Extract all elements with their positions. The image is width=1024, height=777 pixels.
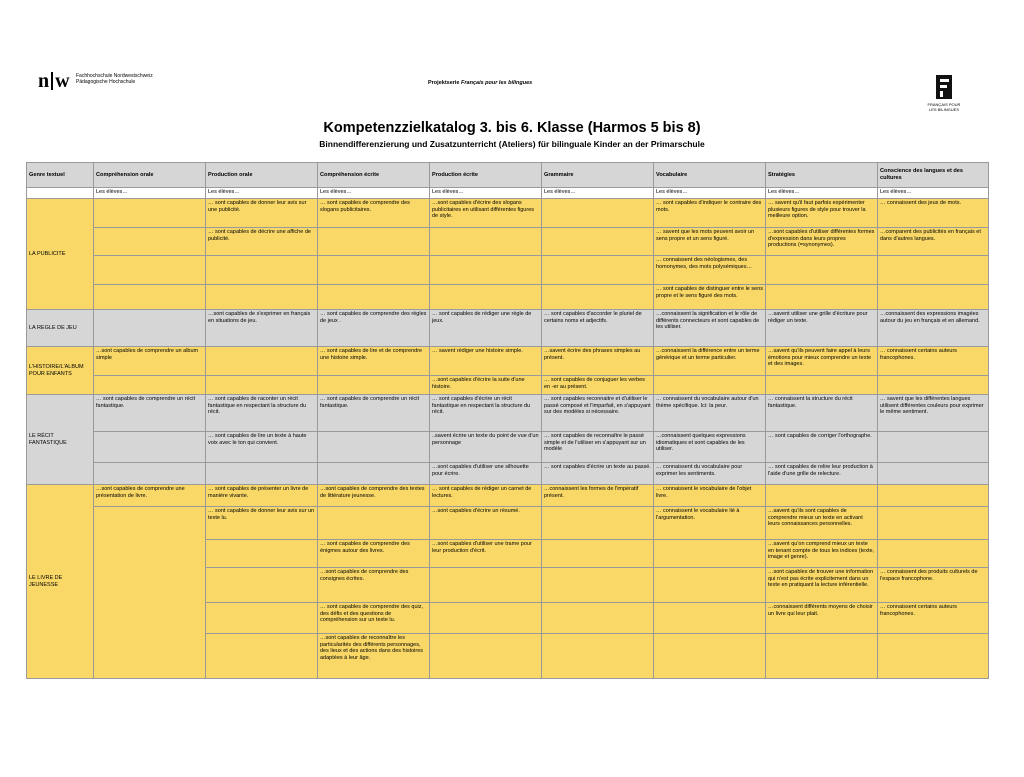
competence-table (26, 162, 989, 679)
table-row (27, 199, 989, 228)
header-cell: Grammaire (542, 163, 654, 188)
table-cell: … sont capables de présenter un livre de manière vivante. (206, 485, 318, 507)
table-cell: … sont capables de raconter un récit fantastique en respectant la structure du récit. (206, 395, 318, 432)
table-cell: …sont capables d'écrire des slogans publicitaires en utilisant différentes figures de style. (430, 199, 542, 228)
table-cell: …connaissent les formes de l'impératif présent. (542, 485, 654, 507)
table-cell: … sont capables de donner leur avis sur une publicité. (206, 199, 318, 228)
header-cell: Compréhension écrite (318, 163, 430, 188)
table-cell: …sont capables de trouver une information qui n'est pas écrite explicitement dans un texte en pratiquant la lecture inférentielle. (766, 568, 878, 603)
table-cell: …sont capables de s'exprimer en français en situations de jeu. (206, 310, 318, 347)
table-cell: Les élèves… (206, 188, 318, 199)
table-cell: … sont capables de distinguer entre le sens propre et le sens figuré des mots. (654, 285, 766, 310)
table-row (27, 376, 989, 395)
header-cell: Production orale (206, 163, 318, 188)
table-cell: … connaissent le vocabulaire de l'objet livre. (654, 485, 766, 507)
header-cell: Stratégies (766, 163, 878, 188)
table-cell: … connaissent du vocabulaire autour d'un thème spécifique. Ici: la peur. (654, 395, 766, 432)
header-cell: Production écrite (430, 163, 542, 188)
table-cell: … sont capables de lire et de comprendre une histoire simple. (318, 347, 430, 376)
table-cell: … connaissent des produits culturels de l'espace francophone. (878, 568, 989, 603)
table-cell: …connaissent des expressions imagées autour du jeu en français et en allemand. (878, 310, 989, 347)
table-cell: …connaissent quelques expressions idiomatiques et sont capables de les utiliser. (654, 432, 766, 463)
table-cell: … sont capables de comprendre un récit fantastique. (94, 395, 206, 432)
genre-histoire: L'HISTOIRE/L'ALBUM POUR ENFANTS (27, 347, 94, 395)
table-cell: Les élèves… (430, 188, 542, 199)
table-cell: …sont capables d'écrire la suite d'une histoire. (430, 376, 542, 395)
table-row (27, 432, 989, 463)
table-cell: … sont capables de rédiger une règle de jeux. (430, 310, 542, 347)
table-cell: …sont capables d'écrire un résumé. (430, 507, 542, 540)
table-row (27, 256, 989, 285)
table-cell: …savent utiliser une grille d'écriture pour rédiger un texte. (766, 310, 878, 347)
table-cell: … connaissent du vocabulaire pour exprimer les sentiments. (654, 463, 766, 485)
table-cell: Les élèves… (318, 188, 430, 199)
table-row (27, 507, 989, 540)
table-cell: …sont capables d'utiliser une trame pour leur production d'écrit. (430, 540, 542, 568)
table-cell: …savent qu'ils sont capables de comprendre mieux un texte en activant leurs connaissances personnelles. (766, 507, 878, 540)
table-cell: … savent rédiger une histoire simple. (430, 347, 542, 376)
table-cell: … savent que les différentes langues utilisent différentes couleurs pour exprimer le même sentiment. (878, 395, 989, 432)
table-cell: … sont capables d'écrire un récit fantastique en respectant la structure du récit. (430, 395, 542, 432)
table-cell: … sont capables de lire un texte à haute voix avec le ton qui convient. (206, 432, 318, 463)
table-cell: Les élèves… (654, 188, 766, 199)
table-row (27, 395, 989, 432)
table-cell: …connaissent la signification et le rôle de différents connecteurs et sont capables de les utiliser. (654, 310, 766, 347)
table-cell: …sont capables d'utiliser différentes formes d'expression dans leurs propres productions (=synonymes). (766, 228, 878, 256)
genre-recit-fantastique: LE RÉCIT FANTASTIQUE (27, 395, 94, 485)
table-row (27, 310, 989, 347)
table-cell: …savent qu'on comprend mieux un texte en tenant compte de tous les indices (texte, image et genre). (766, 540, 878, 568)
table-cell: …sont capables de comprendre des textes de littérature jeunesse. (318, 485, 430, 507)
table-cell: … sont capables de conjuguer les verbes en -er au présent. (542, 376, 654, 395)
table-cell: …sont capables de reconnaître les particularités des différents personnages, des lieux et des actions dans des histoires adaptées à leur âge. (318, 634, 430, 679)
table-cell: … sont capables de comprendre des énigmes autour des livres. (318, 540, 430, 568)
table-row (27, 347, 989, 376)
table-cell: … sont capables de corriger l'orthographe. (766, 432, 878, 463)
table-cell: …sont capables de comprendre des consignes écrites. (318, 568, 430, 603)
table-cell: … sont capables de comprendre des règles de jeux . (318, 310, 430, 347)
table-cell: … sont capables de reconnaître le passé simple et de l'utiliser en s'appuyant sur un modèle (542, 432, 654, 463)
header-cell: Conscience des langues et des cultures (878, 163, 989, 188)
table-cell: … sont capables de relire leur production à l'aide d'une grille de relecture. (766, 463, 878, 485)
table-cell: …connaissent différents moyens de choisir un livre qui leur plait. (766, 603, 878, 634)
table-cell: … sont capables d'écrire un texte au passé. (542, 463, 654, 485)
fhnw-logo: n w (38, 70, 70, 92)
table-cell: Les élèves… (542, 188, 654, 199)
header-cell: Compréhension orale (94, 163, 206, 188)
table-cell: … savent qu'il faut parfois expérimenter plusieurs figures de style pour trouver la meilleure option. (766, 199, 878, 228)
francais-pour-les-bilingues-logo: FRANÇAIS POUR LES BILINGUES (924, 75, 964, 112)
table-cell: Les élèves… (94, 188, 206, 199)
genre-livre-de-jeunesse: LE LIVRE DE JEUNESSE (27, 485, 94, 679)
table-cell: Les élèves… (878, 188, 989, 199)
table-cell: … connaissent des néologismes, des homonymes, des mots polysémiques… (654, 256, 766, 285)
table-cell: … sont capables de comprendre des slogans publicitaires. (318, 199, 430, 228)
table-cell: … sont capables d'indiquer le contraire des mots. (654, 199, 766, 228)
header-cell: Vocabulaire (654, 163, 766, 188)
genre-regle-de-jeu: LA REGLE DE JEU (27, 310, 94, 347)
table-row (27, 485, 989, 507)
table-cell: …savent écrire des phrases simples au présent. (542, 347, 654, 376)
table-cell: … connaissent certains auteurs francophones. (878, 347, 989, 376)
table-cell: Les élèves… (766, 188, 878, 199)
table-cell: …sont capables d'utiliser une silhouette pour écrire. (430, 463, 542, 485)
header-row (27, 163, 989, 188)
table-cell: … connaissent certains auteurs francophones. (878, 603, 989, 634)
table-cell: …savent qu'ils peuvent faire appel à leurs émotions pour mieux comprendre un texte et des images. (766, 347, 878, 376)
table-cell: … sont capables de comprendre des quiz, des défis et des questions de compréhension sur un texte lu. (318, 603, 430, 634)
table-cell: …comparent des publicités en français et dans d'autres langues. (878, 228, 989, 256)
table-cell: ..savent écrire un texte du point de vue d'un personnage (430, 432, 542, 463)
institution-name: Fachhochschule Nordwestschweiz Pädagogische Hochschule (76, 73, 153, 85)
series-label: Projektserie Français pour les bilingues (428, 80, 533, 86)
page-title: Kompetenzzielkatalog 3. bis 6. Klasse (Harmos 5 bis 8) (323, 120, 701, 136)
table-cell: … connaissent le vocabulaire lié à l'argumentation. (654, 507, 766, 540)
table-cell: … sont capables reconnaitre et d'utiliser le passé composé et l'imparfait, en s'appuyant sur des modèles si nécessaire. (542, 395, 654, 432)
header-cell: Genre textuel (27, 163, 94, 188)
fb-logo-icon (936, 75, 952, 99)
les-eleves-row (27, 188, 989, 199)
page-subtitle: Binnendifferenzierung und Zusatzunterricht (Ateliers) für bilinguale Kinder an der Primarschule (319, 139, 705, 149)
table-cell: … sont capables de donner leur avis sur un texte lu. (206, 507, 318, 540)
table-row (27, 463, 989, 485)
table-cell: … sont capables de comprendre un récit fantastique. (318, 395, 430, 432)
table-row (27, 228, 989, 256)
table-cell: …connaissent la différence entre un terme générique et un terme particulier. (654, 347, 766, 376)
table-cell: … savent que les mots peuvent avoir un sens propre et un sens figuré. (654, 228, 766, 256)
table-cell: … connaissent la structure du récit fantastique. (766, 395, 878, 432)
table-cell: …sont capables de comprendre une présentation de livre. (94, 485, 206, 507)
table-row (27, 285, 989, 310)
table-cell: … sont capables d'accorder le pluriel de certains noms et adjectifs. (542, 310, 654, 347)
table-cell: … sont capables de décrire une affiche de publicité. (206, 228, 318, 256)
table-cell: … sont capables de rédiger un carnet de lectures. (430, 485, 542, 507)
genre-publicite: LA PUBLICITE (27, 199, 94, 310)
table-cell: … connaissent des jeux de mots. (878, 199, 989, 228)
table-cell: …sont capables de comprendre un album simple (94, 347, 206, 376)
